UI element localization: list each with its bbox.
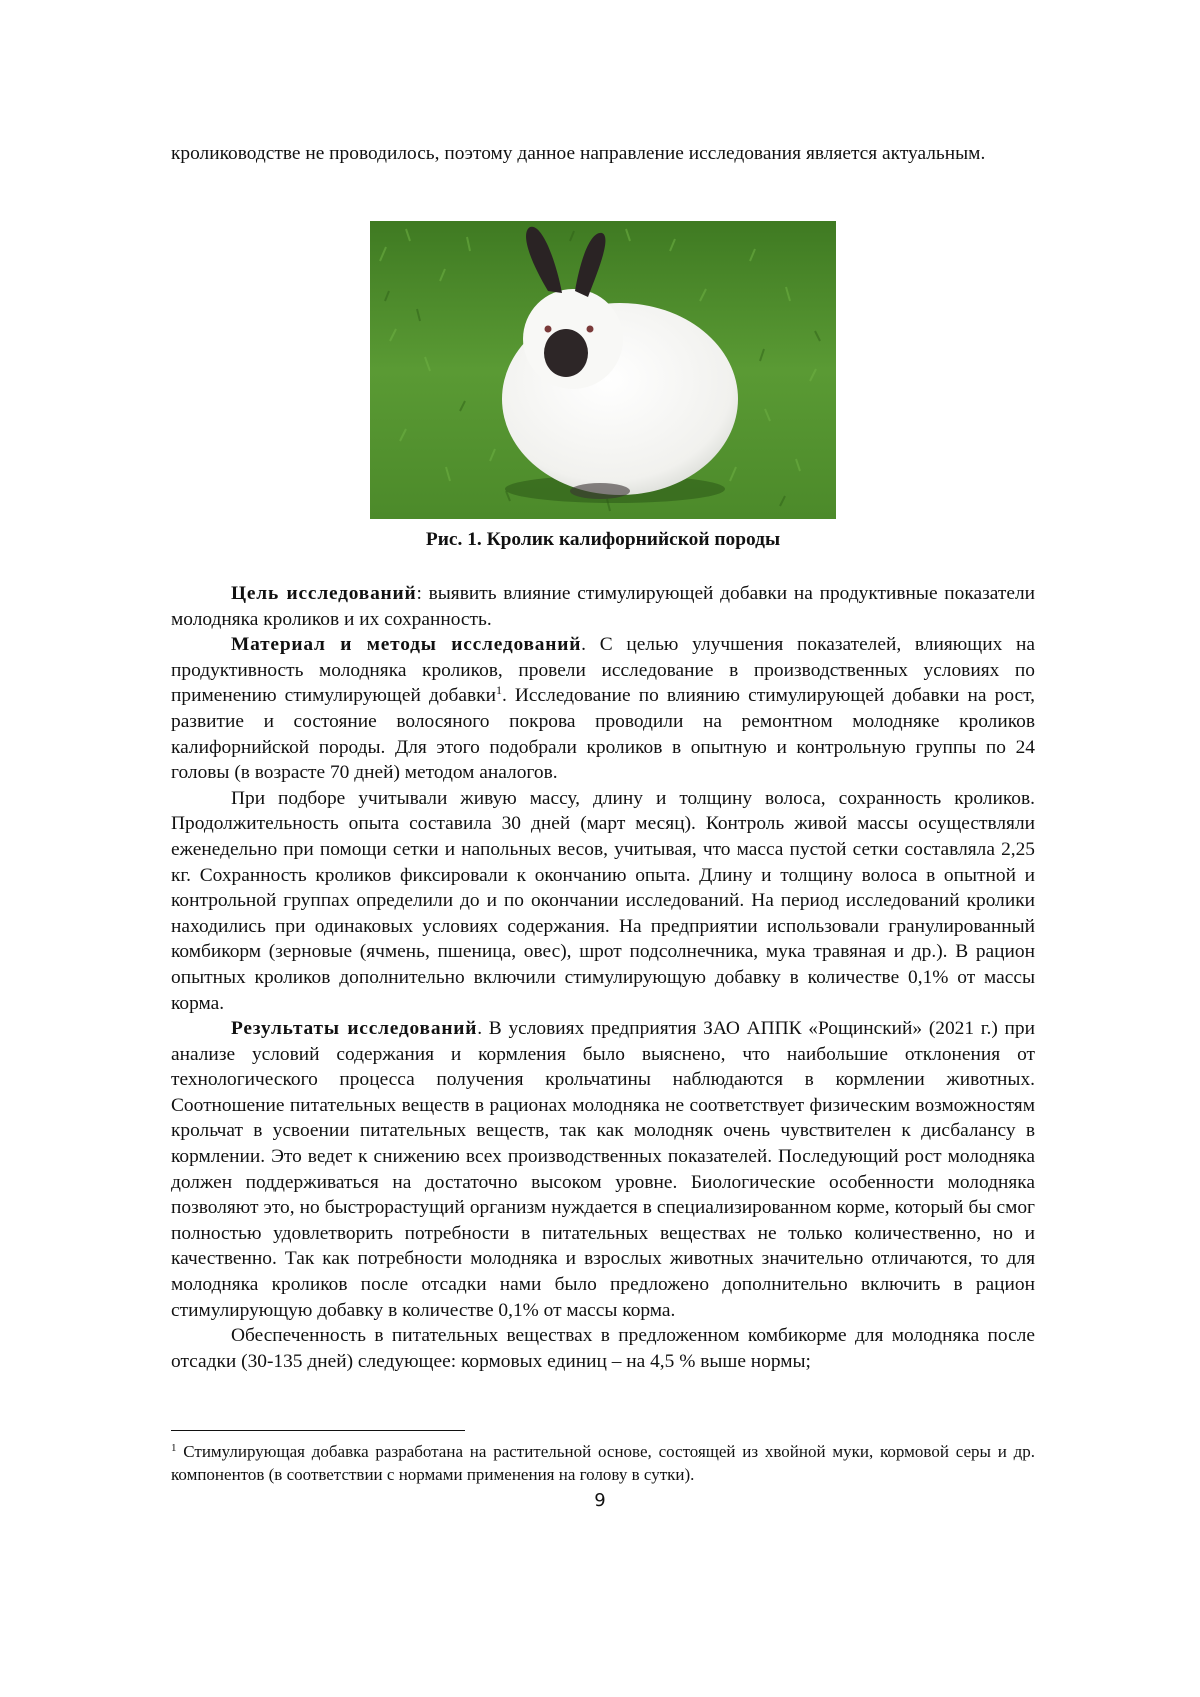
methods-text-b: . Исследование по влиянию стимулирующей добавки на рост, развитие и состояние волосяного покрова проводили на ремонтном молодняке кроликов калифорнийской породы. Для этого подобрали кроликов в опытную и контрольную группы по 24 головы (в возрасте 70 дней) методом аналогов.	[171, 685, 1035, 784]
footnote-text: Стимулирующая добавка разработана на растительной основе, состоящей из хвойной муки, кормовой серы и др. компонентов (в соответствии с нормами применения на голову в сутки).	[171, 1442, 1035, 1484]
rabbit-photo	[370, 221, 836, 519]
selection-paragraph: При подборе учитывали живую массу, длину и толщину волоса, сохранность кроликов. Продолжительность опыта составила 30 дней (март месяц). Контроль живой массы осуществляли еженедельно при помощи сетки и напольных весов, учитывая, что масса пустой сетки составляла 2,25 кг. Сохранность кроликов фиксировали к окончанию опыта. Длину и толщину волоса в опытной и контрольной группах определили до и по окончании исследований. На период исследований кролики находились при одинаковых условиях содержания. На предприятии использовали гранулированный комбикорм (зерновые (ячмень, пшеница, овес), шрот подсолнечника, мука травяная и др.). В рацион опытных кроликов дополнительно включили стимулирующую добавку в количестве 0,1% от массы корма.	[171, 787, 1035, 1014]
methods-text-a: . С целью улучшения показателей, влияющих на продуктивность молодняка кроликов, провели исследование в производственных условиях по применению стимулирующей добавки	[171, 634, 1035, 707]
footnote-reference: 1	[495, 683, 502, 698]
intro-text: кролиководстве не проводилось, поэтому данное направление исследования является актуальным.	[171, 143, 986, 164]
intro-paragraph	[171, 141, 1035, 167]
main-text	[171, 581, 1035, 1374]
provision-paragraph: Обеспеченность в питательных веществах в предложенном комбикорме для молодняка после отсадки (30-135 дней) следующее: кормовых единиц – на 4,5 % выше нормы;	[171, 1325, 1035, 1372]
footnote-separator	[171, 1430, 465, 1431]
figure-caption: Рис. 1. Кролик калифорнийской породы	[425, 529, 781, 550]
goal-paragraph	[171, 581, 1035, 632]
results-paragraph	[171, 1016, 1035, 1323]
footnote-marker: 1	[171, 1442, 177, 1454]
page-number: 9	[594, 1490, 606, 1511]
results-text: . В условиях предприятия ЗАО АППК «Рощинский» (2021 г.) при анализе условий содержания и кормления было выяснено, что наибольшие отклонения от технологического процесса получения крольчатины наблюдаются в кормлении животных. Соотношение питательных веществ в рационах молодняка не соответствует физическим возможностям крольчат в усвоении питательных веществ, так как молодняк очень чувствителен к дисбалансу в кормлении. Это ведет к снижению всех производственных показателей. Последующий рост молодняка должен поддерживаться на достаточно высоком уровне. Биологические особенности молодняка позволяют это, но быстрорастущий организм нуждается в специализированном корме, который бы смог полностью удовлетворить потребности в питательных веществах не только количественно, но и качественно. Так как потребности молодняка и взрослых животных значительно отличаются, то для молодняка кроликов после отсадки нами было предложено дополнительно включить в рацион стимулирующую добавку в количестве 0,1% от массы корма.	[171, 1018, 1036, 1321]
methods-paragraph	[171, 632, 1035, 786]
rabbit-illustration	[370, 221, 836, 519]
goal-text: : выявить влияние стимулирующей добавки на продуктивные показатели молодняка кроликов и их сохранность.	[171, 583, 1035, 630]
methods-heading: Материал и методы исследований	[231, 634, 582, 656]
footnote	[171, 1440, 1035, 1486]
results-heading: Результаты исследований	[231, 1018, 478, 1040]
goal-heading: Цель исследований	[231, 583, 417, 604]
